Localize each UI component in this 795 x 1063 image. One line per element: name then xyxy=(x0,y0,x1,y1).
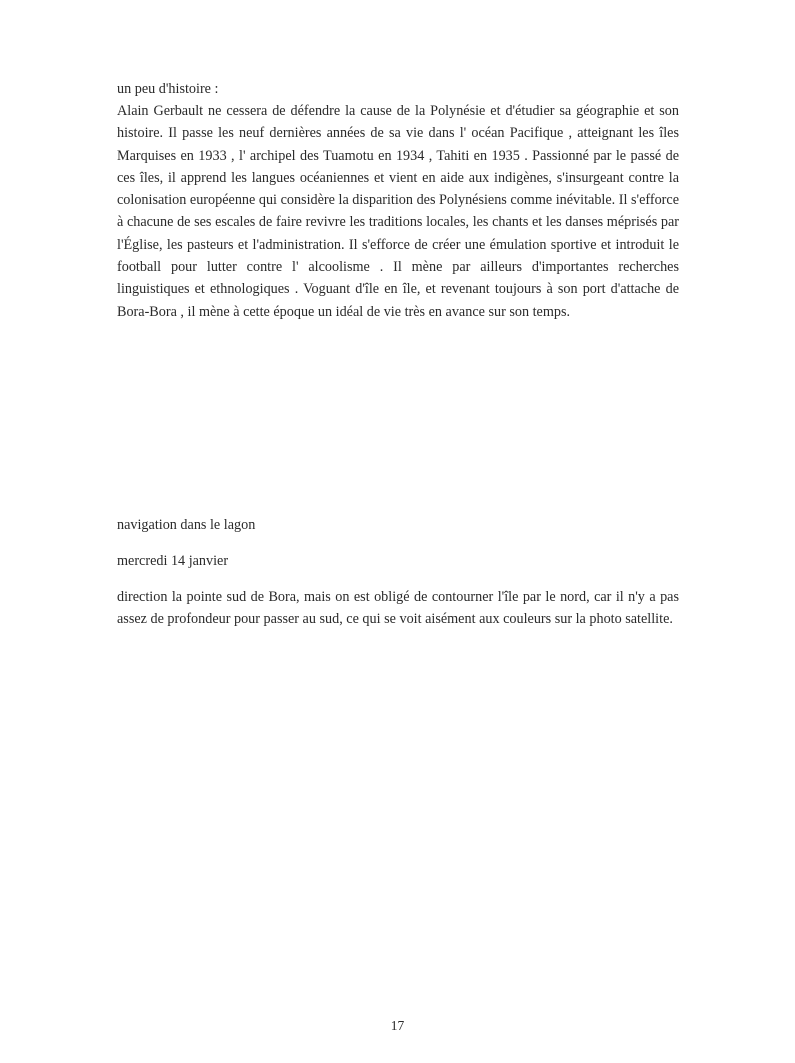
section-title: navigation dans le lagon xyxy=(117,517,256,533)
page-number: 17 xyxy=(390,1018,405,1033)
entry-paragraph: direction la pointe sud de Bora, mais on est obligé de contourner l'île par le nord, car il n'y a pas assez de profondeur pour passer au sud, ce qui se voit aisément aux couleurs sur la photo satellite. xyxy=(117,589,679,628)
history-paragraph: Alain Gerbault ne cessera de défendre la cause de la Polynésie et d'étudier sa géographie et son histoire. Il passe les neuf dernières années de sa vie dans l' océan Pacifique , atteignant les îles Marquises en 1933 , l' archipel des Tuamotu en 1934 , Tahiti en 1935 . Passionné par le passé de ces îles, il apprend les langues océaniennes et vient en aide aux indigènes, s'insurgeant contre la colonisation européenne qui considère la disparition des Polynésiens comme inévitable. Il s'efforce à chacune de ses escales de faire revivre les traditions locales, les chants et les danses méprisés par l'Église, les pasteurs et l'administration. Il s'efforce de créer une émulation sportive et introduit le football pour lutter contre l' alcoolisme . Il mène par ailleurs d'importantes recherches linguistiques et ethnologiques . Voguant d'île en île, et revenant toujours à son port d'attache de Bora-Bora , il mène à cette époque un idéal de vie très en avance sur son temps. xyxy=(117,103,679,320)
entry-date: mercredi 14 janvier xyxy=(117,553,229,569)
history-heading: un peu d'histoire : xyxy=(117,81,219,97)
